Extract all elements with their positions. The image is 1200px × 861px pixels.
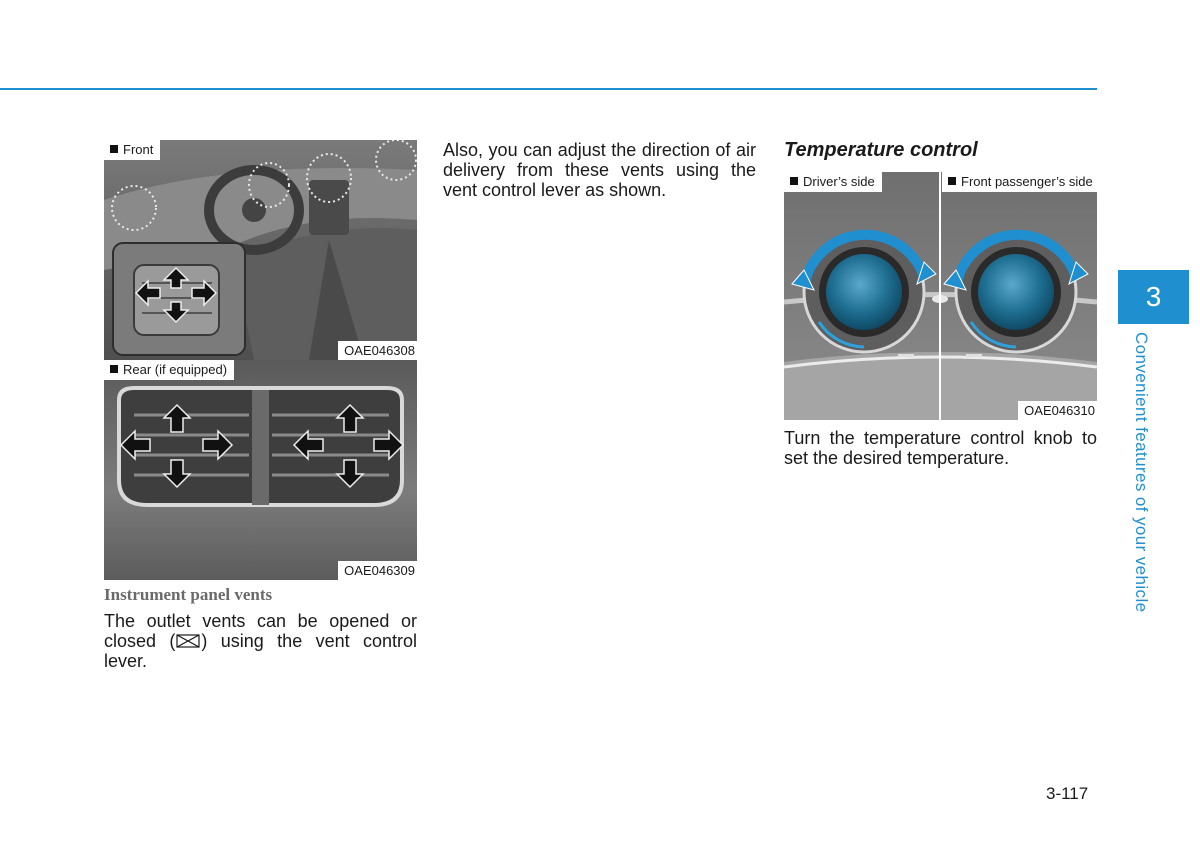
para-text-after: ) using the vent control lever. [104,631,417,671]
rear-vents-figure [104,360,417,580]
page-number: 3-117 [1046,784,1089,803]
chapter-tab: 3 [1118,270,1189,324]
drivers-side-label [784,172,882,192]
front-dashboard-illustration [104,140,417,360]
passenger-side-label [942,172,1097,192]
front-figure-label [104,140,160,160]
drivers-side-text: Driver’s side [803,174,875,189]
para-text-before: The outlet vents can be opened or closed ( [104,611,417,651]
instrument-panel-vents-title: Instrument panel vents [104,585,273,604]
rear-figure-label [104,360,234,380]
closed-vent-icon [176,634,200,648]
chapter-side-title: Convenient features of your vehicle [1132,332,1151,613]
temperature-knobs-illustration [784,172,1097,420]
header-rule [0,88,1097,90]
temperature-paragraph: Turn the temperature control knob to set the desired temperature. [784,428,1097,468]
bullet-square-icon [790,177,798,185]
air-direction-paragraph: Also, you can adjust the direction of air delivery from these vents using the vent control lever as shown. [443,140,756,200]
rear-label-text: Rear (if equipped) [123,362,228,377]
temperature-figure-code: OAE046310 [1018,401,1097,420]
rear-vents-illustration [104,360,417,580]
bullet-square-icon [948,177,956,185]
front-vents-figure [104,140,417,360]
passenger-side-text: Front passenger’s side [961,174,1093,189]
front-figure-code: OAE046308 [338,341,417,360]
bullet-square-icon [110,145,118,153]
rear-figure-code: OAE046309 [338,561,417,580]
temperature-knobs-figure [784,172,1097,420]
instrument-panel-vents-paragraph [104,611,417,671]
front-label-text: Front [123,142,154,157]
temperature-control-heading: Temperature control [784,139,978,161]
bullet-square-icon [110,365,118,373]
